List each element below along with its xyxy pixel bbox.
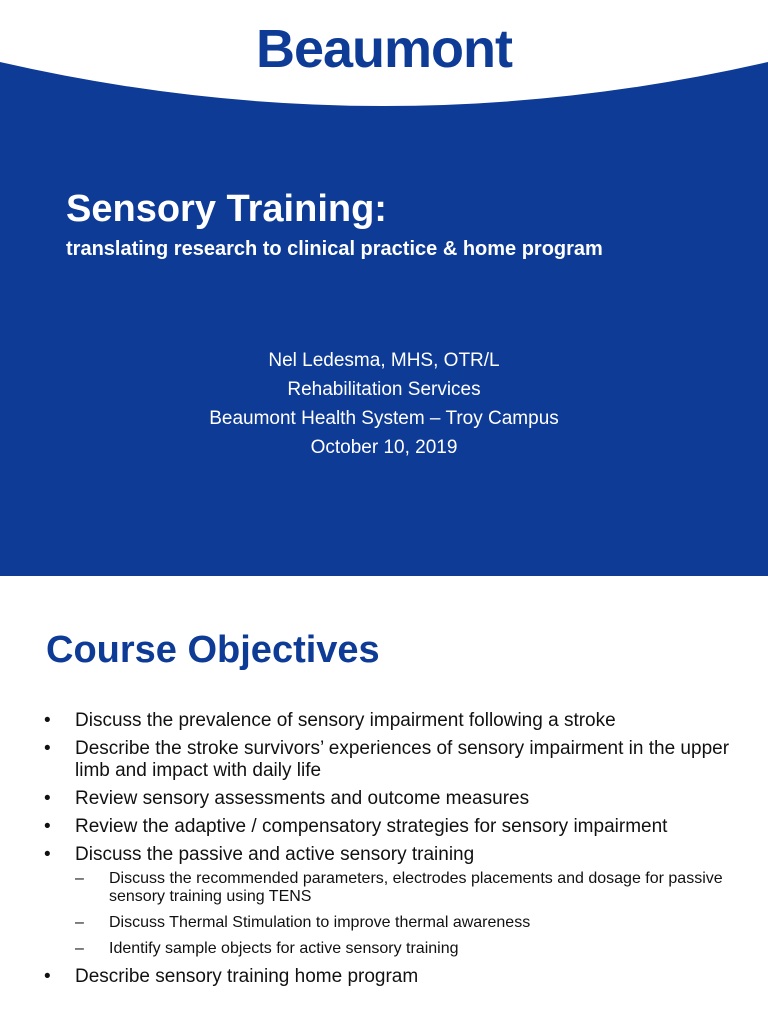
slide-subtitle: translating research to clinical practice & home program [66, 238, 603, 260]
sub-list-item [75, 870, 744, 906]
list-item [44, 844, 744, 958]
bullet-icon: • [44, 966, 51, 987]
presenter-organization: Beaumont Health System – Troy Campus [209, 408, 559, 429]
dash-icon: – [75, 914, 84, 931]
list-item [44, 788, 744, 810]
sub-list-item [75, 940, 744, 958]
objective-text: Describe sensory training home program [75, 966, 419, 987]
sub-list-item [75, 914, 744, 932]
objective-text: Review the adaptive / compensatory strategies for sensory impairment [75, 816, 668, 837]
dash-icon: – [75, 870, 84, 887]
sub-objectives-list [75, 870, 744, 958]
bullet-icon: • [44, 788, 51, 809]
sub-objective-text: Identify sample objects for active sensory training [109, 940, 459, 957]
list-item [44, 966, 744, 988]
slide-title: Sensory Training: [66, 188, 387, 230]
presenter-name: Nel Ledesma, MHS, OTR/L [268, 350, 500, 371]
list-item [44, 710, 744, 732]
presenter-department: Rehabilitation Services [287, 379, 481, 400]
objective-text: Discuss the prevalence of sensory impairment following a stroke [75, 710, 616, 731]
sub-objective-text: Discuss the recommended parameters, electrodes placements and dosage for passive sensory training using TENS [109, 870, 723, 905]
list-item [44, 738, 744, 782]
dash-icon: – [75, 940, 84, 957]
presenter-info [0, 346, 768, 462]
objective-text: Review sensory assessments and outcome measures [75, 788, 530, 809]
beaumont-logo: Beaumont [255, 19, 512, 79]
objectives-title: Course Objectives [46, 629, 380, 671]
sub-objective-text: Discuss Thermal Stimulation to improve thermal awareness [109, 914, 531, 931]
objective-text: Describe the stroke survivors’ experiences of sensory impairment in the upper limb and impact with daily life [75, 738, 730, 781]
objectives-list [44, 710, 744, 994]
objectives-slide [0, 576, 768, 1024]
list-item [44, 816, 744, 838]
objective-text: Discuss the passive and active sensory training [75, 844, 475, 865]
bullet-icon: • [44, 738, 51, 759]
bullet-icon: • [44, 816, 51, 837]
bullet-icon: • [44, 710, 51, 731]
bullet-icon: • [44, 844, 51, 865]
presentation-date: October 10, 2019 [310, 437, 458, 458]
